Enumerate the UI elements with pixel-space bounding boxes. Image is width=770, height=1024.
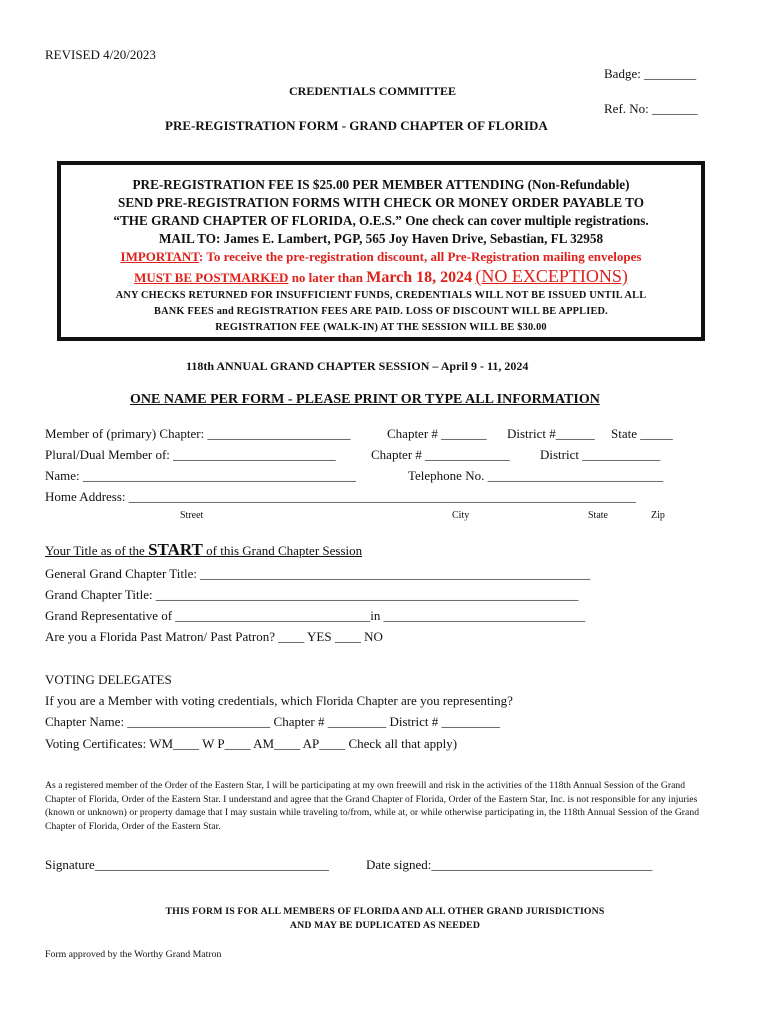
fee-line: PRE-REGISTRATION FEE IS $25.00 PER MEMBER ATTENDING (Non-Refundable) (132, 177, 630, 192)
no-exceptions: (NO EXCEPTIONS) (475, 266, 628, 286)
telephone-field[interactable]: Telephone No. ___________________________ (408, 468, 664, 483)
start-word: START (148, 540, 203, 559)
footer-line-1: THIS FORM IS FOR ALL MEMBERS OF FLORIDA AND ALL OTHER GRAND JURISDICTIONS (165, 906, 605, 917)
signature-field[interactable]: Signature____________________________________ (45, 857, 329, 872)
zip-label: Zip (651, 510, 665, 521)
your-title-pre: Your Title as of the (45, 543, 149, 558)
name-field[interactable]: Name: __________________________________________ (45, 468, 356, 483)
send-forms-line: SEND PRE-REGISTRATION FORMS WITH CHECK OR MONEY ORDER PAYABLE TO (118, 195, 644, 210)
walkin-fee-line: REGISTRATION FEE (WALK-IN) AT THE SESSION WILL BE $30.00 (215, 322, 547, 333)
one-name-heading: ONE NAME PER FORM - PLEASE PRINT OR TYPE ALL INFORMATION (130, 392, 600, 407)
checks-line-2: BANK FEES and REGISTRATION FEES ARE PAID. LOSS OF DISCOUNT WILL BE APPLIED. (154, 306, 608, 317)
waiver-paragraph: As a registered member of the Order of the Eastern Star, I will be participating at my own freewill and risk in the activities of the 118th Annual Session of the Grand Chapter of Florida, Order of the Eastern Star. I understand and agree that the Grand Chapter of Florida, Order of the Eastern Star, Inc. is not responsible for any injuries (known or unknown) or property damage that I may sustain while traveling to/from, while at, or while otherwise participating in, the 118th Annual Session of the Grand Chapter of Florida, Order of the Eastern Star. (45, 780, 700, 832)
important-label: IMPORTANT (120, 249, 200, 264)
postmark-mid: no later than (288, 270, 367, 285)
postmark-date: March 18, 2024 (366, 269, 473, 286)
primary-chapter-field[interactable]: Member of (primary) Chapter: ______________________ (45, 426, 351, 441)
state-field[interactable]: State _____ (611, 426, 673, 441)
important-line (61, 249, 701, 265)
grand-representative-field[interactable]: Grand Representative of ______________________________in _______________________________ (45, 608, 586, 623)
session-heading: 118th ANNUAL GRAND CHAPTER SESSION – April 9 - 11, 2024 (186, 359, 529, 373)
voting-chapter-field[interactable]: Chapter Name: ______________________ Chapter # _________ District # _________ (45, 714, 500, 729)
revised-date: REVISED 4/20/2023 (45, 47, 156, 62)
district-number-field[interactable]: District #______ (507, 426, 595, 441)
city-label: City (452, 510, 470, 521)
postmark-line (61, 266, 701, 287)
voting-question: If you are a Member with voting credentials, which Florida Chapter are you representing? (45, 693, 513, 708)
ref-no-field[interactable]: Ref. No: _______ (604, 101, 698, 116)
payable-line: “THE GRAND CHAPTER OF FLORIDA, O.E.S.” One check can cover multiple registrations. (113, 213, 649, 228)
voting-certificates-field[interactable]: Voting Certificates: WM____ W P____ AM____ AP____ Check all that apply) (45, 736, 458, 751)
past-matron-question[interactable]: Are you a Florida Past Matron/ Past Patron? ____ YES ____ NO (45, 629, 383, 644)
grand-chapter-title-field[interactable]: Grand Chapter Title: _________________________________________________________________ (45, 587, 579, 602)
form-title: PRE-REGISTRATION FORM - GRAND CHAPTER OF FLORIDA (165, 118, 548, 133)
street-label: Street (180, 510, 204, 521)
chapter-number-field[interactable]: Chapter # _______ (387, 426, 487, 441)
checks-line-1: ANY CHECKS RETURNED FOR INSUFFICIENT FUNDS, CREDENTIALS WILL NOT BE ISSUED UNTIL ALL (115, 290, 647, 301)
your-title-post: of this Grand Chapter Session (202, 543, 363, 558)
plural-dual-field[interactable]: Plural/Dual Member of: _________________________ (45, 447, 336, 462)
your-title-heading (45, 540, 362, 560)
postmark-label: MUST BE POSTMARKED (134, 270, 289, 285)
state-label: State (588, 510, 608, 521)
footer-line-2: AND MAY BE DUPLICATED AS NEEDED (289, 920, 481, 931)
important-text: : To receive the pre-registration discount, all Pre-Registration mailing envelopes (199, 249, 642, 264)
committee-heading: CREDENTIALS COMMITTEE (289, 84, 457, 98)
badge-field[interactable]: Badge: ________ (604, 66, 697, 81)
chapter-number-2-field[interactable]: Chapter # _____________ (371, 447, 510, 462)
mail-to-line: MAIL TO: James E. Lambert, PGP, 565 Joy Haven Drive, Sebastian, FL 32958 (158, 231, 604, 246)
voting-delegates-heading: VOTING DELEGATES (45, 672, 172, 687)
date-signed-field[interactable]: Date signed:__________________________________ (366, 857, 653, 872)
home-address-field[interactable]: Home Address: ______________________________________________________________________________ (45, 489, 636, 504)
notice-box (57, 161, 705, 341)
general-grand-title-field[interactable]: General Grand Chapter Title: ____________________________________________________________ (45, 566, 591, 581)
approved-note: Form approved by the Worthy Grand Matron (45, 949, 222, 960)
district-2-field[interactable]: District ____________ (540, 447, 661, 462)
